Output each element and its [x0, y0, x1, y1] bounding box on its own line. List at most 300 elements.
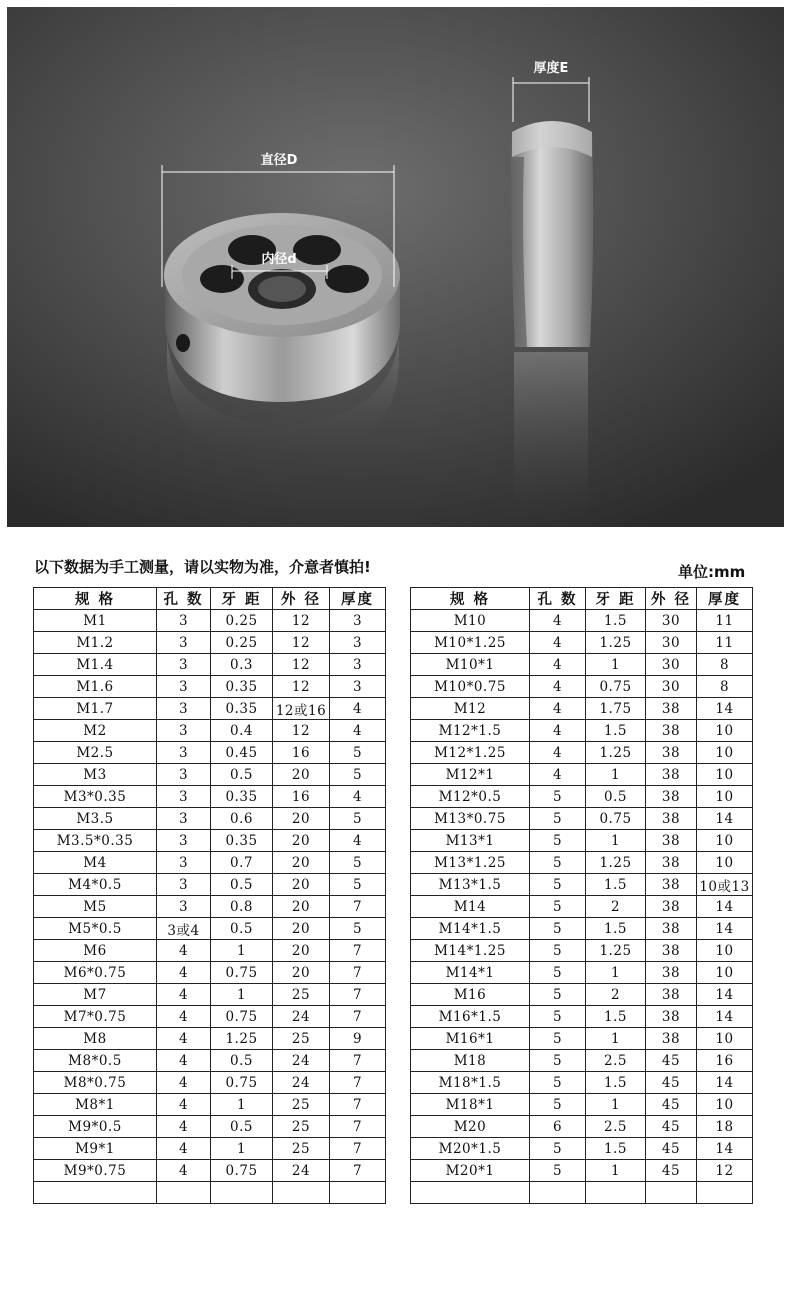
- cell-spec: M4: [34, 852, 157, 874]
- cell-pitch: 1: [586, 654, 646, 676]
- cell-pitch: 0.3: [211, 654, 273, 676]
- cell-holes: 4: [530, 676, 586, 698]
- cell-outer-diameter: 12: [273, 654, 330, 676]
- cell-spec: M10*1: [411, 654, 530, 676]
- cell-pitch: 0.5: [586, 786, 646, 808]
- header-pitch: 牙 距: [211, 588, 273, 610]
- cell-outer-diameter: 24: [273, 1160, 330, 1182]
- cell-thickness: 14: [697, 1072, 753, 1094]
- cell-thickness: 10: [697, 742, 753, 764]
- cell-outer-diameter: 38: [646, 808, 697, 830]
- spec-table-right: [410, 587, 753, 1204]
- cell-holes: 5: [530, 984, 586, 1006]
- spec-table-left: [33, 587, 386, 1204]
- cell-outer-diameter: 30: [646, 632, 697, 654]
- cell-pitch: 1.25: [586, 940, 646, 962]
- cell-thickness: 3: [330, 654, 386, 676]
- cell-pitch: 1: [586, 962, 646, 984]
- table-row: [411, 1006, 753, 1028]
- table-row: [34, 962, 386, 984]
- table-row: [411, 676, 753, 698]
- cell-thickness: 11: [697, 632, 753, 654]
- cell-spec: M9*0.75: [34, 1160, 157, 1182]
- cell-outer-diameter: 20: [273, 962, 330, 984]
- cell-pitch: 1.5: [586, 610, 646, 632]
- table-row: [411, 742, 753, 764]
- cell-outer-diameter: 30: [646, 610, 697, 632]
- table-row: [34, 830, 386, 852]
- cell-spec: M8*1: [34, 1094, 157, 1116]
- cell-spec: M16*1.5: [411, 1006, 530, 1028]
- table-row: [34, 984, 386, 1006]
- cell-spec: M18*1.5: [411, 1072, 530, 1094]
- cell-thickness: [330, 1182, 386, 1204]
- cell-spec: M6*0.75: [34, 962, 157, 984]
- table-row: [34, 1182, 386, 1204]
- cell-holes: 5: [530, 1072, 586, 1094]
- cell-pitch: 1: [211, 1094, 273, 1116]
- table-row: [411, 610, 753, 632]
- cell-spec: M14*1: [411, 962, 530, 984]
- cell-outer-diameter: 38: [646, 698, 697, 720]
- table-row: [411, 984, 753, 1006]
- cell-outer-diameter: 20: [273, 874, 330, 896]
- cell-thickness: 3: [330, 632, 386, 654]
- cell-holes: 5: [530, 808, 586, 830]
- cell-holes: 5: [530, 830, 586, 852]
- cell-holes: 3: [157, 632, 211, 654]
- cell-outer-diameter: 20: [273, 808, 330, 830]
- table-row: [34, 1028, 386, 1050]
- cell-spec: M7*0.75: [34, 1006, 157, 1028]
- cell-thickness: 7: [330, 984, 386, 1006]
- cell-pitch: 0.6: [211, 808, 273, 830]
- cell-outer-diameter: 25: [273, 984, 330, 1006]
- table-row: [411, 1160, 753, 1182]
- cell-spec: M12*0.5: [411, 786, 530, 808]
- cell-thickness: 14: [697, 1138, 753, 1160]
- cell-outer-diameter: 45: [646, 1138, 697, 1160]
- cell-spec: M14: [411, 896, 530, 918]
- cell-pitch: 0.5: [211, 874, 273, 896]
- cell-thickness: 10: [697, 1094, 753, 1116]
- cell-thickness: 18: [697, 1116, 753, 1138]
- cell-thickness: 12: [697, 1160, 753, 1182]
- cell-thickness: 8: [697, 676, 753, 698]
- cell-holes: 4: [530, 610, 586, 632]
- cell-holes: 4: [157, 1050, 211, 1072]
- cell-holes: 5: [530, 1028, 586, 1050]
- cell-pitch: 2: [586, 896, 646, 918]
- cell-pitch: 0.5: [211, 1116, 273, 1138]
- cell-holes: 4: [157, 1006, 211, 1028]
- cell-thickness: 5: [330, 874, 386, 896]
- cell-spec: M13*0.75: [411, 808, 530, 830]
- cell-spec: [411, 1182, 530, 1204]
- cell-outer-diameter: 38: [646, 830, 697, 852]
- cell-spec: M1: [34, 610, 157, 632]
- cell-pitch: 0.75: [586, 676, 646, 698]
- cell-thickness: 10: [697, 852, 753, 874]
- cell-spec: M1.6: [34, 676, 157, 698]
- cell-holes: 5: [530, 1138, 586, 1160]
- cell-thickness: 10: [697, 720, 753, 742]
- cell-spec: M8*0.75: [34, 1072, 157, 1094]
- inner-diameter-label: 内径d: [261, 252, 297, 267]
- cell-holes: 5: [530, 786, 586, 808]
- cell-thickness: 7: [330, 1094, 386, 1116]
- cell-pitch: 1.5: [586, 874, 646, 896]
- cell-spec: M20: [411, 1116, 530, 1138]
- cell-pitch: 0.4: [211, 720, 273, 742]
- cell-holes: 5: [530, 962, 586, 984]
- cell-thickness: 14: [697, 808, 753, 830]
- cell-outer-diameter: 20: [273, 918, 330, 940]
- table-row: [34, 1160, 386, 1182]
- cell-outer-diameter: 24: [273, 1072, 330, 1094]
- cell-holes: 3: [157, 742, 211, 764]
- cell-pitch: 2.5: [586, 1116, 646, 1138]
- cell-outer-diameter: 20: [273, 852, 330, 874]
- table-row: [411, 940, 753, 962]
- cell-pitch: [211, 1182, 273, 1204]
- cell-holes: 4: [157, 1138, 211, 1160]
- cell-pitch: 1.5: [586, 1006, 646, 1028]
- cell-pitch: 1: [211, 1138, 273, 1160]
- cell-outer-diameter: 12: [273, 610, 330, 632]
- cell-pitch: 1: [586, 1160, 646, 1182]
- cell-outer-diameter: 20: [273, 830, 330, 852]
- table-row: [411, 808, 753, 830]
- unit-label: 单位:mm: [678, 563, 746, 581]
- table-row: [34, 654, 386, 676]
- cell-thickness: 14: [697, 896, 753, 918]
- table-row: [34, 852, 386, 874]
- cell-pitch: 0.75: [586, 808, 646, 830]
- cell-pitch: 1: [586, 1094, 646, 1116]
- table-header-row: [411, 588, 753, 610]
- cell-outer-diameter: 38: [646, 786, 697, 808]
- cell-spec: [34, 1182, 157, 1204]
- cell-outer-diameter: 38: [646, 1028, 697, 1050]
- cell-thickness: 10或13: [697, 874, 753, 896]
- table-row: [411, 1138, 753, 1160]
- table-row: [411, 1050, 753, 1072]
- table-row: [34, 1116, 386, 1138]
- table-row: [411, 1116, 753, 1138]
- cell-outer-diameter: 38: [646, 962, 697, 984]
- table-row: [34, 698, 386, 720]
- table-row: [34, 632, 386, 654]
- table-row: [34, 610, 386, 632]
- cell-thickness: 4: [330, 720, 386, 742]
- cell-outer-diameter: 38: [646, 896, 697, 918]
- cell-thickness: 7: [330, 1050, 386, 1072]
- cell-holes: 4: [530, 720, 586, 742]
- table-row: [34, 764, 386, 786]
- cell-holes: 4: [530, 698, 586, 720]
- cell-pitch: 2: [586, 984, 646, 1006]
- cell-thickness: 7: [330, 896, 386, 918]
- cell-outer-diameter: 25: [273, 1028, 330, 1050]
- cell-pitch: 0.25: [211, 632, 273, 654]
- cell-outer-diameter: [646, 1182, 697, 1204]
- cell-outer-diameter: 30: [646, 654, 697, 676]
- cell-spec: M9*1: [34, 1138, 157, 1160]
- cell-spec: M1.4: [34, 654, 157, 676]
- cell-holes: 4: [530, 632, 586, 654]
- cell-outer-diameter: 45: [646, 1094, 697, 1116]
- cell-pitch: 0.35: [211, 830, 273, 852]
- header-outer-diameter: 外 径: [646, 588, 697, 610]
- cell-pitch: 0.35: [211, 676, 273, 698]
- cell-holes: 3: [157, 654, 211, 676]
- product-photo: [7, 7, 784, 527]
- cell-holes: 3: [157, 676, 211, 698]
- cell-spec: M13*1.25: [411, 852, 530, 874]
- table-row: [411, 786, 753, 808]
- cell-outer-diameter: 12或16: [273, 698, 330, 720]
- cell-pitch: 1.25: [211, 1028, 273, 1050]
- cell-holes: 4: [157, 1160, 211, 1182]
- cell-pitch: 1.5: [586, 1138, 646, 1160]
- table-row: [34, 808, 386, 830]
- cell-thickness: 11: [697, 610, 753, 632]
- cell-pitch: 1.5: [586, 1072, 646, 1094]
- cell-thickness: 3: [330, 676, 386, 698]
- cell-holes: 3: [157, 764, 211, 786]
- cell-outer-diameter: 25: [273, 1094, 330, 1116]
- cell-holes: [157, 1182, 211, 1204]
- cell-pitch: 0.75: [211, 1006, 273, 1028]
- cell-spec: M10*1.25: [411, 632, 530, 654]
- cell-pitch: 1.5: [586, 918, 646, 940]
- cell-outer-diameter: 30: [646, 676, 697, 698]
- cell-outer-diameter: 38: [646, 940, 697, 962]
- table-row: [34, 1094, 386, 1116]
- cell-holes: 5: [530, 918, 586, 940]
- cell-holes: 4: [530, 764, 586, 786]
- cell-outer-diameter: 38: [646, 1006, 697, 1028]
- cell-thickness: 14: [697, 984, 753, 1006]
- cell-spec: M20*1: [411, 1160, 530, 1182]
- cell-outer-diameter: 38: [646, 852, 697, 874]
- cell-spec: M5: [34, 896, 157, 918]
- cell-outer-diameter: 45: [646, 1160, 697, 1182]
- cell-spec: M6: [34, 940, 157, 962]
- cell-holes: 4: [157, 940, 211, 962]
- cell-outer-diameter: 20: [273, 764, 330, 786]
- cell-thickness: 10: [697, 940, 753, 962]
- cell-outer-diameter: 38: [646, 742, 697, 764]
- table-row: [34, 786, 386, 808]
- cell-pitch: 0.35: [211, 698, 273, 720]
- cell-thickness: 16: [697, 1050, 753, 1072]
- cell-holes: 5: [530, 896, 586, 918]
- cell-thickness: 5: [330, 764, 386, 786]
- cell-spec: M2.5: [34, 742, 157, 764]
- table-row: [411, 896, 753, 918]
- cell-holes: 3: [157, 698, 211, 720]
- cell-spec: M10: [411, 610, 530, 632]
- cell-spec: M2: [34, 720, 157, 742]
- table-row: [411, 1182, 753, 1204]
- cell-thickness: 7: [330, 1138, 386, 1160]
- cell-thickness: 10: [697, 786, 753, 808]
- table-row: [411, 720, 753, 742]
- cell-thickness: 10: [697, 1028, 753, 1050]
- cell-thickness: 7: [330, 1006, 386, 1028]
- table-header-row: [34, 588, 386, 610]
- cell-holes: 3: [157, 830, 211, 852]
- cell-pitch: 0.35: [211, 786, 273, 808]
- cell-holes: 5: [530, 852, 586, 874]
- cell-outer-diameter: 38: [646, 984, 697, 1006]
- cell-thickness: 10: [697, 764, 753, 786]
- cell-spec: M13*1: [411, 830, 530, 852]
- header-holes: 孔 数: [157, 588, 211, 610]
- cell-spec: M1.7: [34, 698, 157, 720]
- cell-thickness: 4: [330, 786, 386, 808]
- cell-spec: M3.5: [34, 808, 157, 830]
- header-thickness: 厚度: [697, 588, 753, 610]
- table-row: [411, 830, 753, 852]
- cell-thickness: 3: [330, 610, 386, 632]
- cell-spec: M1.2: [34, 632, 157, 654]
- cell-pitch: 2.5: [586, 1050, 646, 1072]
- cell-outer-diameter: 20: [273, 940, 330, 962]
- cell-pitch: 0.45: [211, 742, 273, 764]
- cell-holes: 3: [157, 786, 211, 808]
- cell-pitch: 1.75: [586, 698, 646, 720]
- cell-outer-diameter: 25: [273, 1116, 330, 1138]
- cell-spec: M10*0.75: [411, 676, 530, 698]
- cell-spec: M14*1.25: [411, 940, 530, 962]
- cell-spec: M8: [34, 1028, 157, 1050]
- cell-outer-diameter: 45: [646, 1072, 697, 1094]
- cell-spec: M3.5*0.35: [34, 830, 157, 852]
- cell-outer-diameter: 12: [273, 720, 330, 742]
- table-row: [34, 676, 386, 698]
- cell-outer-diameter: [273, 1182, 330, 1204]
- cell-pitch: 1.25: [586, 742, 646, 764]
- cell-pitch: 0.8: [211, 896, 273, 918]
- cell-pitch: 0.5: [211, 918, 273, 940]
- cell-spec: M3*0.35: [34, 786, 157, 808]
- cell-pitch: 0.75: [211, 1160, 273, 1182]
- header-pitch: 牙 距: [586, 588, 646, 610]
- cell-thickness: 10: [697, 962, 753, 984]
- cell-thickness: 4: [330, 830, 386, 852]
- cell-holes: [530, 1182, 586, 1204]
- cell-thickness: 5: [330, 852, 386, 874]
- cell-pitch: 1: [586, 1028, 646, 1050]
- cell-thickness: 7: [330, 1116, 386, 1138]
- cell-outer-diameter: 38: [646, 720, 697, 742]
- header-spec: 规 格: [411, 588, 530, 610]
- table-row: [411, 874, 753, 896]
- cell-holes: 4: [157, 1116, 211, 1138]
- header-holes: 孔 数: [530, 588, 586, 610]
- cell-holes: 4: [530, 742, 586, 764]
- cell-thickness: 10: [697, 830, 753, 852]
- cell-holes: 3: [157, 610, 211, 632]
- cell-pitch: 1.5: [586, 720, 646, 742]
- cell-spec: M8*0.5: [34, 1050, 157, 1072]
- cell-holes: 5: [530, 1006, 586, 1028]
- cell-spec: M16*1: [411, 1028, 530, 1050]
- cell-thickness: 14: [697, 918, 753, 940]
- cell-pitch: 0.7: [211, 852, 273, 874]
- measurement-note: 以下数据为手工测量，请以实物为准，介意者慎拍!: [34, 558, 371, 576]
- cell-outer-diameter: 16: [273, 742, 330, 764]
- table-row: [411, 962, 753, 984]
- table-row: [34, 1006, 386, 1028]
- header-spec: 规 格: [34, 588, 157, 610]
- cell-outer-diameter: 45: [646, 1050, 697, 1072]
- table-row: [34, 1050, 386, 1072]
- cell-holes: 5: [530, 1050, 586, 1072]
- cell-thickness: 5: [330, 808, 386, 830]
- table-row: [411, 1072, 753, 1094]
- cell-thickness: 7: [330, 940, 386, 962]
- thickness-label: 厚度E: [533, 61, 569, 76]
- cell-pitch: 0.75: [211, 1072, 273, 1094]
- table-row: [411, 764, 753, 786]
- cell-holes: 4: [157, 1072, 211, 1094]
- cell-holes: 3或4: [157, 918, 211, 940]
- cell-holes: 4: [157, 1028, 211, 1050]
- cell-spec: M7: [34, 984, 157, 1006]
- cell-pitch: [586, 1182, 646, 1204]
- cell-pitch: 1: [211, 940, 273, 962]
- cell-pitch: 0.75: [211, 962, 273, 984]
- cell-outer-diameter: 25: [273, 1138, 330, 1160]
- cell-pitch: 1: [211, 984, 273, 1006]
- cell-thickness: 9: [330, 1028, 386, 1050]
- cell-holes: 3: [157, 808, 211, 830]
- cell-holes: 3: [157, 852, 211, 874]
- cell-spec: M12*1.25: [411, 742, 530, 764]
- cell-spec: M18*1: [411, 1094, 530, 1116]
- cell-spec: M3: [34, 764, 157, 786]
- cell-outer-diameter: 24: [273, 1050, 330, 1072]
- cell-holes: 6: [530, 1116, 586, 1138]
- cell-pitch: 1.25: [586, 632, 646, 654]
- cell-outer-diameter: 24: [273, 1006, 330, 1028]
- cell-spec: M18: [411, 1050, 530, 1072]
- diameter-label: 直径D: [260, 153, 298, 168]
- table-row: [34, 918, 386, 940]
- cell-thickness: 7: [330, 1160, 386, 1182]
- cell-outer-diameter: 38: [646, 764, 697, 786]
- table-row: [34, 1072, 386, 1094]
- cell-thickness: 14: [697, 1006, 753, 1028]
- cell-pitch: 1.25: [586, 852, 646, 874]
- table-row: [411, 654, 753, 676]
- cell-holes: 5: [530, 940, 586, 962]
- cell-pitch: 1: [586, 764, 646, 786]
- cell-holes: 3: [157, 874, 211, 896]
- cell-holes: 4: [157, 962, 211, 984]
- cell-thickness: 7: [330, 1072, 386, 1094]
- cell-spec: M13*1.5: [411, 874, 530, 896]
- cell-outer-diameter: 20: [273, 896, 330, 918]
- cell-pitch: 0.5: [211, 764, 273, 786]
- cell-outer-diameter: 12: [273, 632, 330, 654]
- cell-pitch: 0.5: [211, 1050, 273, 1072]
- cell-holes: 3: [157, 720, 211, 742]
